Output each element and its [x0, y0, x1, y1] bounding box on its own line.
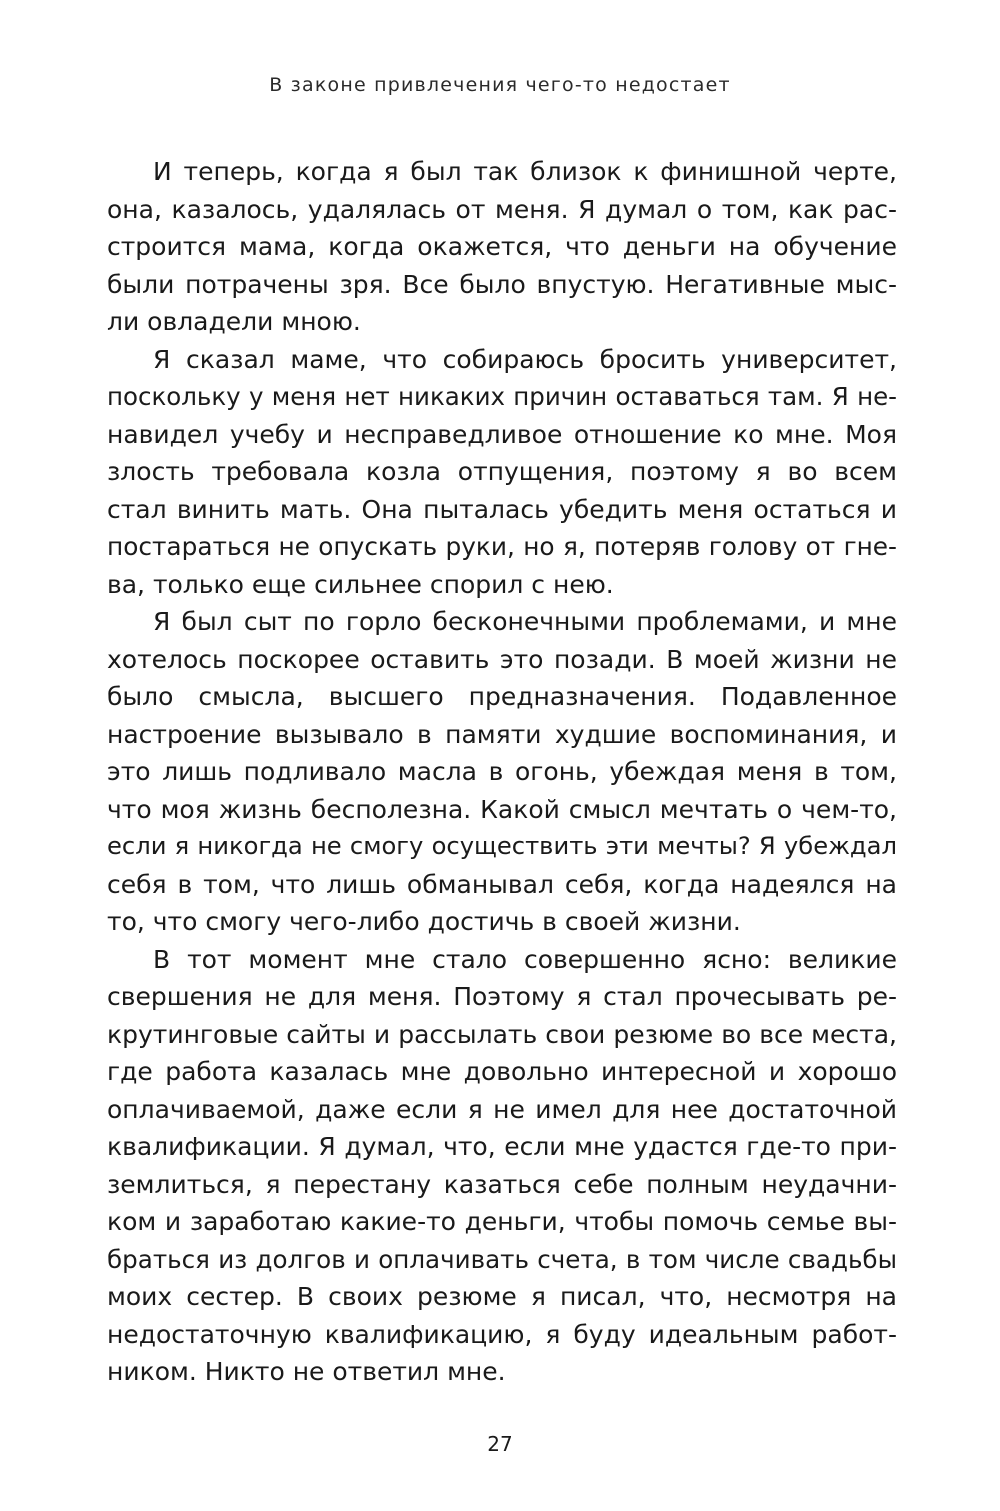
text-line: если я никогда не смогу осуществить эти мечты? Я убеждал	[107, 832, 897, 860]
paragraph-4	[107, 941, 897, 1391]
text-line: ником. Никто не ответил мне.	[107, 1357, 506, 1386]
text-line: строится мама, когда окажется, что деньги на обучение	[107, 232, 897, 261]
text-line: Я был сыт по горло бесконечными проблемами, и мне	[153, 607, 897, 636]
text-line: крутинговые сайты и рассылать свои резюме во все места,	[107, 1019, 897, 1049]
text-line: были потрачены зря. Все было впустую. Негативные мыс-	[107, 269, 897, 299]
text-line: оплачиваемой, даже если я не имел для нее достаточной	[107, 1094, 897, 1124]
text-line: ком и заработаю какие-то деньги, чтобы помочь семье вы-	[107, 1207, 897, 1236]
paragraph-2	[107, 341, 897, 604]
running-head: В законе привлечения чего-то недостает	[269, 74, 731, 96]
text-line: моих сестер. В своих резюме я писал, что, несмотря на	[107, 1282, 897, 1311]
text-line: стал винить мать. Она пыталась убедить меня остаться и	[107, 494, 897, 524]
text-line: злость требовала козла отпущения, поэтому я во всем	[107, 457, 897, 486]
page-number: 27	[487, 1432, 513, 1456]
text-line: это лишь подливало масла в огонь, убеждая меня в том,	[107, 757, 897, 786]
text-line: хотелось поскорее оставить это позади. В моей жизни не	[107, 644, 897, 674]
text-line: ва, только еще сильнее спорил с нею.	[107, 569, 614, 599]
text-line: где работа казалась мне довольно интересной и хорошо	[107, 1057, 897, 1086]
text-line: В тот момент мне стало совершенно ясно: великие	[153, 944, 897, 974]
paragraph-1	[107, 153, 897, 341]
paragraph-3	[107, 603, 897, 941]
text-line: постараться не опускать руки, но я, потеряв голову от гне-	[107, 532, 897, 561]
text-line: что моя жизнь бесполезна. Какой смысл мечтать о чем-то,	[107, 794, 897, 824]
text-line: квалификации. Я думал, что, если мне удастся где-то при-	[107, 1132, 897, 1161]
text-line: поскольку у меня нет никаких причин оставаться там. Я не-	[107, 382, 897, 411]
text-line: свершения не для меня. Поэтому я стал прочесывать ре-	[107, 982, 897, 1011]
text-line: себя в том, что лишь обманывал себя, когда надеялся на	[107, 869, 897, 899]
text-line: недостаточную квалификацию, я буду идеальным работ-	[107, 1319, 897, 1349]
text-line: было смысла, высшего предназначения. Подавленное	[107, 682, 897, 711]
text-line: И теперь, когда я был так близок к финишной черте,	[153, 157, 897, 186]
text-line: настроение вызывало в памяти худшие воспоминания, и	[107, 719, 897, 749]
text-line: землиться, я перестану казаться себе полным неудачни-	[107, 1169, 897, 1199]
text-line: навидел учебу и несправедливое отношение ко мне. Моя	[107, 419, 897, 449]
text-line: она, казалось, удалялась от меня. Я думал о том, как рас-	[107, 194, 897, 224]
body-text	[107, 153, 897, 1391]
text-line: то, что смогу чего-либо достичь в своей жизни.	[107, 907, 741, 936]
text-line: Я сказал маме, что собираюсь бросить университет,	[153, 344, 897, 374]
text-line: браться из долгов и оплачивать счета, в том числе свадьбы	[107, 1244, 897, 1274]
text-line: ли овладели мною.	[107, 307, 361, 336]
